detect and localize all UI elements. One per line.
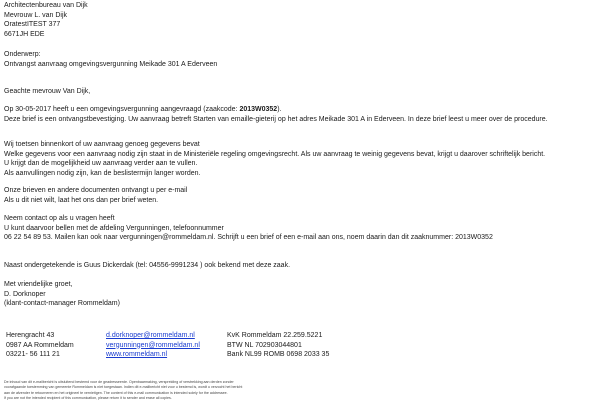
address-line: Architectenbureau van Dijk <box>4 2 88 9</box>
footer-line: Herengracht 43 <box>6 332 55 339</box>
intro-text-before: Op 30-05-2017 heeft u een omgevingsvergunning aangevraagd (zaakcode: <box>4 106 240 113</box>
zaakcode: 2013W0352 <box>239 106 278 113</box>
signatory-note <box>4 261 596 271</box>
paragraph-line: Onze brieven en andere documenten ontvangt u per e-mail <box>4 187 188 194</box>
paragraph-line: 06 22 54 89 53. Mailen kan ook naar vergunningen@rommeldam.nl. Schrijft u een brief of een e-mail aan ons, noem daarin dan dit zaaknummer: 2013W0352 <box>4 234 493 241</box>
subject-text: Ontvangst aanvraag omgevingsvergunning Meikade 301 A Ederveen <box>4 60 218 68</box>
subject-block <box>4 50 596 69</box>
closing-block <box>4 280 596 309</box>
paragraph-line: Als aanvullingen nodig zijn, kan de beslistermijn langer worden. <box>4 169 201 177</box>
intro-line-2: Deze brief is een ontvangstbevestiging. Uw aanvraag betreft Starten van emaille-gieterij op het adres Meikade 301 A in Ederveen. In deze brief leest u meer over de procedure. <box>4 115 548 123</box>
disclaimer-line: De inhoud van dit e-mailbericht is uitsluitend bestemd voor de geadresseerde. Openbaarmaking, verspreiding of verstrekking aan derden zonder <box>4 380 234 384</box>
closing-line: Met vriendelijke groet, <box>4 281 73 288</box>
closing-line: D. Dorknoper <box>4 290 46 298</box>
paragraph-line: Als u dit niet wilt, laat het ons dan per brief weten. <box>4 196 159 204</box>
check-paragraph <box>4 140 596 178</box>
footer-links-column <box>106 331 200 360</box>
footer-email-link[interactable]: d.dorknoper@rommeldam.nl <box>106 332 195 339</box>
footer-line: BTW NL 702903044801 <box>227 341 302 349</box>
paragraph-line: U kunt daarvoor bellen met de afdeling Vergunningen, telefoonnummer <box>4 224 224 232</box>
recipient-address <box>4 1 596 39</box>
subject-label: Onderwerp: <box>4 51 41 58</box>
intro-line-1 <box>4 105 596 115</box>
email-disclaimer <box>4 380 596 401</box>
greeting <box>4 87 596 97</box>
letter-footer <box>6 331 596 365</box>
intro-text-after: ). <box>277 106 282 113</box>
footer-line: 03221- 56 111 21 <box>6 351 60 358</box>
footer-website-link[interactable]: www.rommeldam.nl <box>106 351 168 358</box>
footer-line: 0987 AA Rommeldam <box>6 341 74 349</box>
footer-line: KvK Rommeldam 22.259.5221 <box>227 332 323 339</box>
intro-paragraph <box>4 105 596 124</box>
address-line: 6671JH EDE <box>4 30 45 38</box>
footer-line: Bank NL99 ROMB 0698 2033 35 <box>227 351 330 358</box>
footer-email-link[interactable]: vergunningen@rommeldam.nl <box>106 341 200 349</box>
footer-registration-column <box>227 331 329 360</box>
greeting-text: Geachte mevrouw Van Dijk, <box>4 88 91 95</box>
mail-paragraph <box>4 186 596 205</box>
paragraph-line: U krijgt dan de mogelijkheid uw aanvraag verder aan te vullen. <box>4 160 198 167</box>
footer-address-column <box>6 331 74 360</box>
contact-paragraph <box>4 214 596 243</box>
address-line: Mevrouw L. van Dijk <box>4 11 68 19</box>
disclaimer-line: voorafgaande toestemming van gemeente Rommeldam is niet toegestaan. Indien dit e-mailbericht niet voor u bestemd is, wordt u verzocht het bericht <box>4 385 243 390</box>
paragraph-line: Neem contact op als u vragen heeft <box>4 215 115 222</box>
disclaimer-line: If you are not the intended recipient of this communication, please return it to sender and erase all copies. <box>4 395 172 400</box>
address-line: OratestITEST 377 <box>4 21 61 28</box>
paragraph-line: Wij toetsen binnenkort of uw aanvraag genoeg gegevens bevat <box>4 141 200 148</box>
signatory-text: Naast ondergetekende is Guus Dickerdak (tel: 04556-9991234 ) ook bekend met deze zaak. <box>4 262 291 269</box>
paragraph-line: Welke gegevens voor een aanvraag nodig zijn staat in de Ministeriële regeling omgevingsrecht. Als uw aanvraag te weinig gegevens bevat, krijgt u daarover schriftelijk bericht. <box>4 150 546 158</box>
closing-line: (klant-contact-manager Rommeldam) <box>4 300 120 307</box>
disclaimer-line: aan de afzender te retourneren en het origineel te vernietigen. The content of this e-mail communication is intended solely for the addressee. <box>4 390 228 395</box>
